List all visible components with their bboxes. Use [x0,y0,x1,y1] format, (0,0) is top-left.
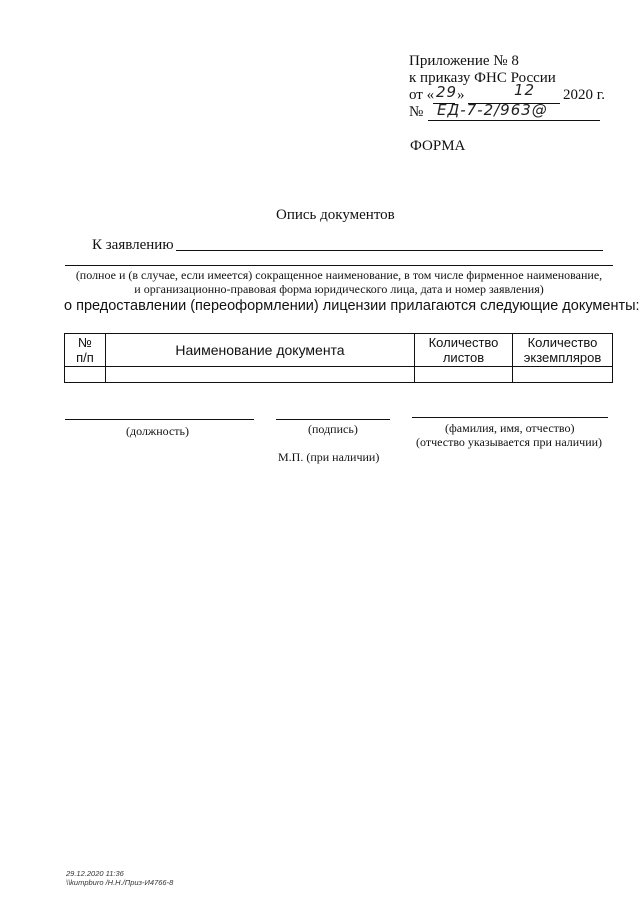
application-hint-1: (полное и (в случае, если имеется) сокращенное наименование, в том числе фирменное наименование, [75,268,603,282]
date-year: 2020 г. [563,87,605,103]
date-month-handwritten: 12 [514,81,536,99]
col-sheets-header [415,334,513,367]
table-header-row [65,334,613,367]
application-underline-2 [65,265,613,266]
col-copies-line2: экземпляров [523,350,602,365]
col-number-line2: п/п [76,350,94,365]
documents-table [64,333,613,383]
order-label: к приказу ФНС России [409,70,556,86]
signature-caption: (подпись) [308,422,358,436]
application-underline-1 [176,250,603,251]
footer-timestamp: 29.12.2020 11:36 [66,869,124,878]
col-number-line1: № [78,335,92,350]
col-copies-line1: Количество [527,335,598,350]
cell-number[interactable] [65,367,106,383]
application-label: К заявлению [92,237,174,253]
stamp-caption: М.П. (при наличии) [278,450,380,464]
fullname-note: (отчество указывается при наличии) [416,435,603,449]
table-row [65,367,613,383]
appendix-label: Приложение № 8 [409,53,519,69]
number-handwritten: ЕД-7-2/963@ [437,101,548,119]
number-prefix: № [409,104,424,120]
cell-name[interactable] [106,367,415,383]
form-label: ФОРМА [410,138,466,154]
page-title: Опись документов [276,207,395,223]
cell-sheets[interactable] [415,367,513,383]
fullname-caption: (фамилия, имя, отчество) [445,421,575,435]
date-day-handwritten: 29 [436,83,458,101]
position-line [65,419,254,420]
fullname-line [412,417,608,418]
signature-line [276,419,390,420]
cell-copies[interactable] [513,367,613,383]
application-hint-2: и организационно-правовая форма юридического лица, дата и номер заявления) [134,282,544,296]
date-quote-close: » [457,87,465,103]
col-copies-header [513,334,613,367]
footer-path: \\kumpburo /Н.Н./Приз-И4766-8 [66,878,174,887]
col-number-header [65,334,106,367]
statement-text: о предоставлении (переоформлении) лицензии прилагаются следующие документы: [64,298,640,314]
position-caption: (должность) [126,424,189,438]
date-prefix: от « [409,87,435,103]
col-name-header: Наименование документа [106,334,415,367]
col-sheets-line2: листов [442,350,485,365]
col-sheets-line1: Количество [428,335,499,350]
number-underline [428,120,600,121]
